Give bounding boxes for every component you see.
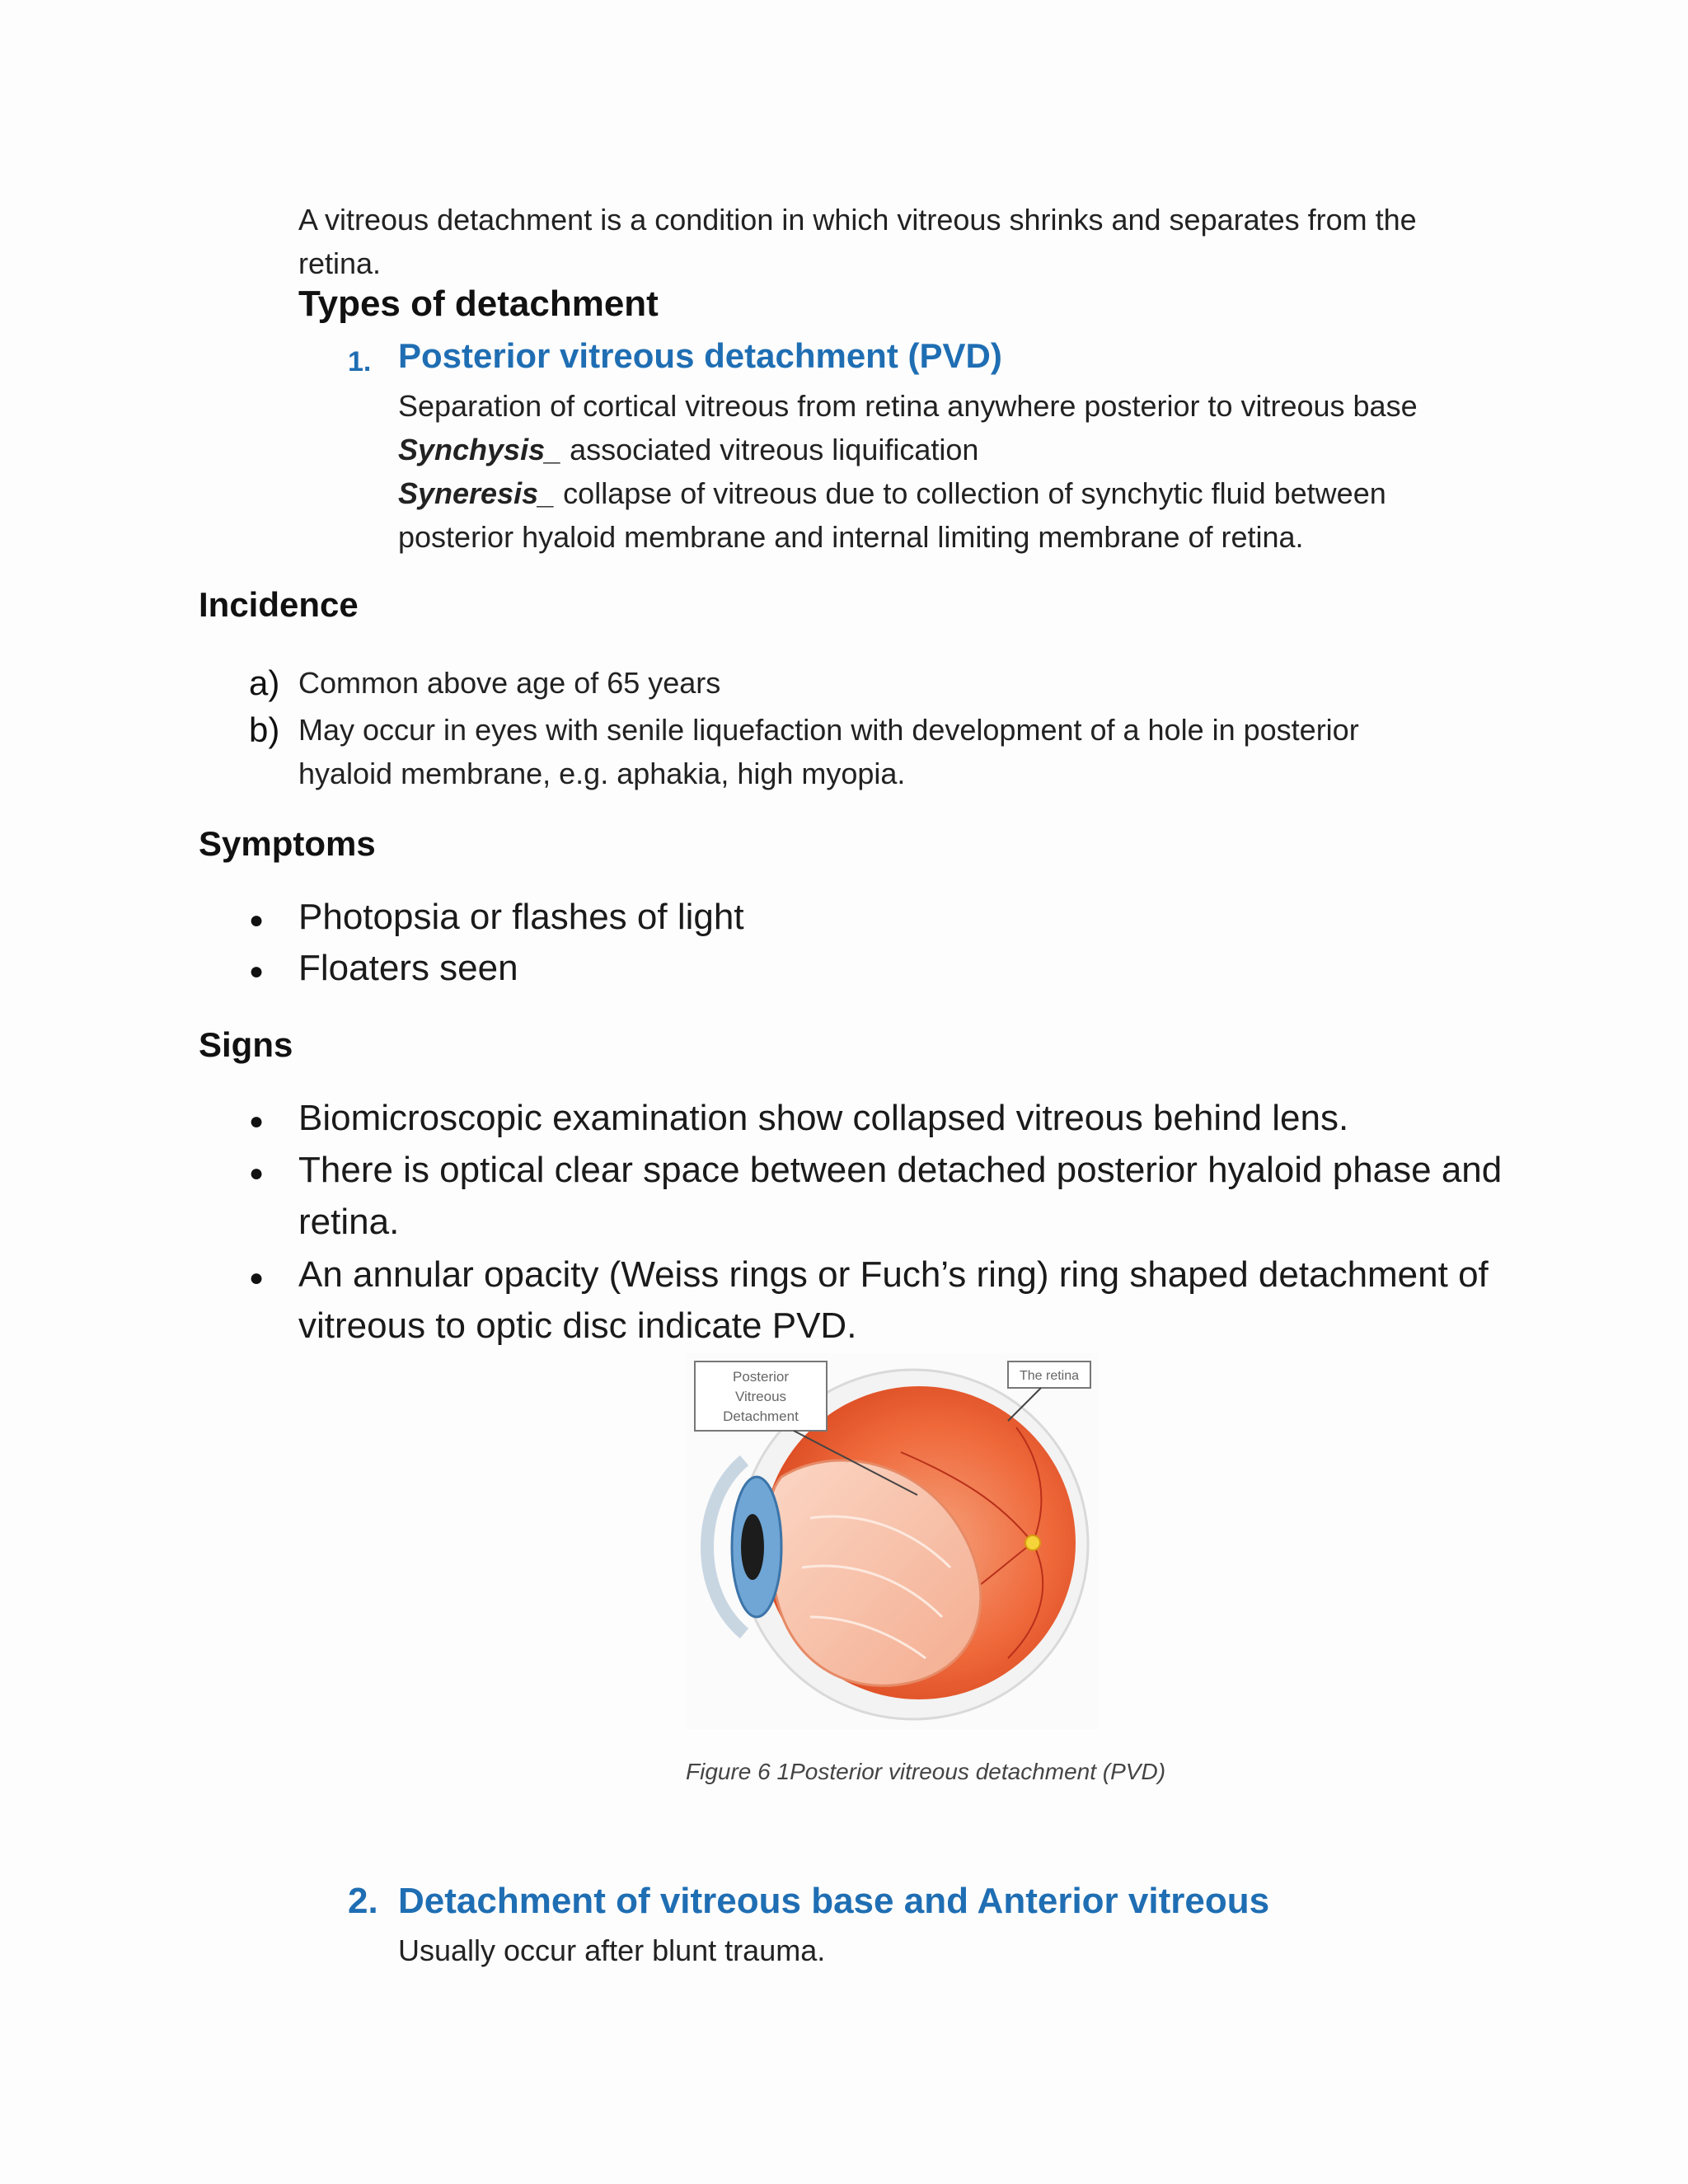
synchysis-term: Synchysis_: [398, 433, 562, 466]
synchysis-text: associated vitreous liquification: [570, 433, 979, 466]
incidence-item-b: May occur in eyes with senile liquefaction with development of a hole in posterior: [298, 713, 1359, 747]
synchysis-line: [398, 433, 978, 467]
incidence-letter-b: b): [249, 710, 280, 749]
figure-caption: Figure 6 1Posterior vitreous detachment (PVD): [686, 1759, 1166, 1784]
pvd-separation-text: Separation of cortical vitreous from retina anywhere posterior to vitreous base: [398, 389, 1418, 423]
label-retina: The retina: [1019, 1369, 1080, 1383]
bullet-icon: ●: [249, 907, 265, 934]
sign-item-continued: retina.: [298, 1202, 400, 1242]
incidence-letter-a: a): [249, 663, 280, 702]
eye-diagram-figure: [687, 1353, 1099, 1729]
symptoms-heading: Symptoms: [199, 824, 376, 863]
signs-heading: Signs: [199, 1025, 293, 1064]
eye-diagram-icon: [687, 1353, 1099, 1729]
sign-item: There is optical clear space between detached posterior hyaloid phase and: [298, 1150, 1503, 1190]
label-pvd-line3: Detachment: [723, 1408, 799, 1424]
incidence-item-a: Common above age of 65 years: [298, 666, 721, 700]
section2-title: Detachment of vitreous base and Anterior vitreous: [398, 1881, 1270, 1921]
bullet-icon: ●: [249, 1264, 265, 1291]
section2-number: 2.: [348, 1881, 378, 1921]
pvd-title: Posterior vitreous detachment (PVD): [398, 336, 1002, 375]
syneresis-continuation: posterior hyaloid membrane and internal limiting membrane of retina.: [398, 520, 1304, 554]
incidence-item-b-continued: hyaloid membrane, e.g. aphakia, high myopia.: [298, 757, 906, 790]
pvd-number: 1.: [348, 346, 372, 377]
incidence-heading: Incidence: [199, 585, 359, 624]
label-pvd-line1: Posterior: [732, 1369, 790, 1385]
section2-text: Usually occur after blunt trauma.: [398, 1933, 826, 1967]
bullet-icon: ●: [249, 958, 265, 985]
sign-item: Biomicroscopic examination show collapsed vitreous behind lens.: [298, 1098, 1349, 1138]
types-heading: Types of detachment: [298, 284, 659, 324]
intro-paragraph: A vitreous detachment is a condition in which vitreous shrinks and separates from the retina.: [298, 203, 1417, 280]
label-pvd-line2: Vitreous: [734, 1389, 787, 1404]
symptom-item: Photopsia or flashes of light: [298, 897, 744, 937]
syneresis-line: [398, 476, 1386, 511]
bullet-icon: ●: [249, 1108, 265, 1135]
sign-item-continued: vitreous to optic disc indicate PVD.: [298, 1305, 857, 1346]
bullet-icon: ●: [249, 1160, 265, 1187]
syneresis-text: collapse of vitreous due to collection of synchytic fluid between: [563, 476, 1386, 510]
sign-item: An annular opacity (Weiss rings or Fuch’s ring) ring shaped detachment of: [298, 1254, 1489, 1295]
symptom-item: Floaters seen: [298, 948, 518, 988]
syneresis-term: Syneresis_: [398, 476, 556, 510]
